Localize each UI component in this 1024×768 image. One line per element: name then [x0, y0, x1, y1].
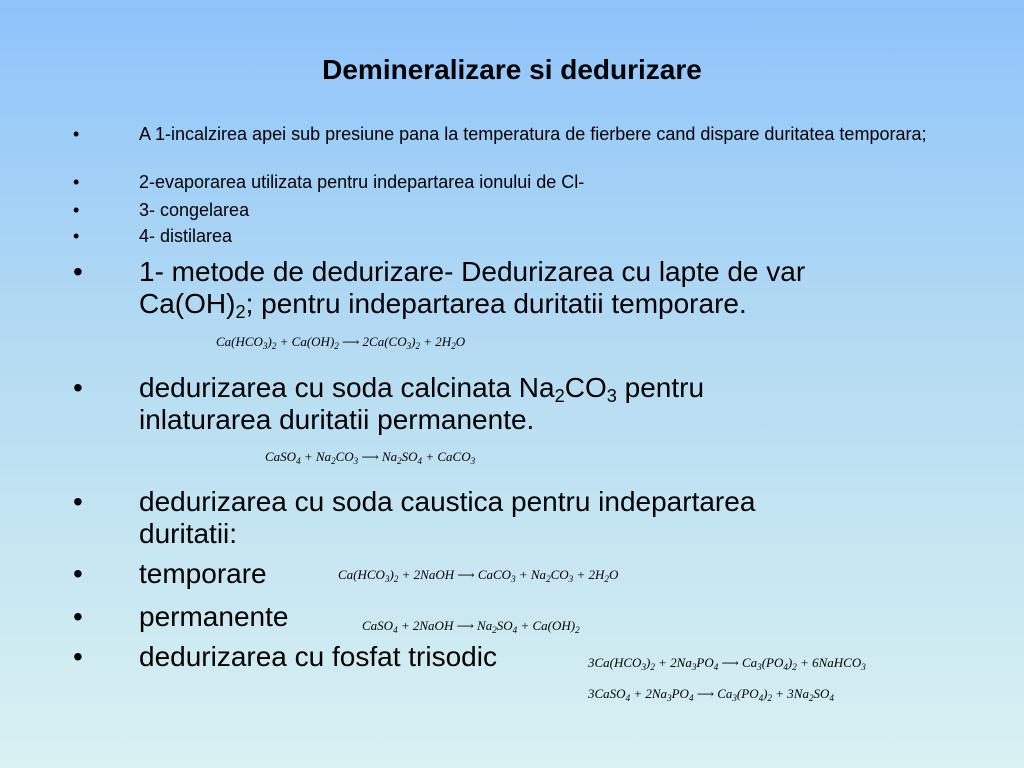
bullet-text: dedurizarea cu soda caustica pentru indepartarea	[139, 486, 756, 517]
bullet-icon: •	[73, 226, 80, 246]
bullet-icon: •	[73, 641, 83, 672]
slide-title: Demineralizare si dedurizare	[322, 54, 702, 85]
bullet-text: inlaturarea duritatii permanente.	[139, 404, 535, 435]
list-item	[73, 172, 939, 193]
list-item	[73, 124, 939, 145]
bullet-icon: •	[73, 200, 80, 220]
bullet-text: dedurizarea cu soda calcinata $Na_2CO_3$ pentru	[139, 372, 705, 407]
bullet-text: temporare	[139, 558, 267, 589]
bullet-text: $Ca(OH)_2$; pentru indepartarea duritatii temporare.	[139, 288, 747, 323]
bullet-text: permanente	[139, 601, 289, 632]
bullet-text: duritatii:	[139, 518, 238, 549]
bullet-text: 1- metode de dedurizare- Dedurizarea cu lapte de var	[139, 256, 806, 287]
bullet-icon: •	[73, 558, 83, 589]
list-item	[73, 256, 979, 323]
equation: $3Ca(HCO_3)_2 + 2Na_3PO_4$ ⟶ $Ca_3(PO_4)_2$ + 6NaHCO$_3$	[588, 655, 866, 673]
bullet-icon: •	[73, 172, 80, 192]
bullet-icon: •	[73, 256, 83, 287]
equation: 3CaSO$_4$ + $2Na_3PO_4$ ⟶ $Ca_3(PO_4)_2 + 3Na_2SO_4$	[588, 686, 834, 704]
equation: $Ca(HCO_3)_2 + Ca(OH)_2$ ⟶ $2Ca(CO_3)_2 + 2H_2O$	[216, 334, 466, 352]
bullet-text: 2-evaporarea utilizata pentru indepartarea ionului de Cl-	[139, 172, 585, 192]
bullet-icon: •	[73, 486, 83, 517]
equation: CaSO$_4$ + $Na_2CO_3$ ⟶ $Na_2SO_4$ + CaCO$_3$	[265, 449, 476, 467]
list-item	[73, 486, 979, 550]
list-item	[73, 200, 939, 221]
list-item	[73, 226, 939, 247]
bullet-icon: •	[73, 124, 80, 144]
equation: $Ca(HCO_3)_2$ + 2NaOH ⟶ CaCO$_3$ + $Na_2CO_3 + 2H_2O$	[338, 567, 619, 585]
bullet-text: A 1-incalzirea apei sub presiune pana la temperatura de fierbere cand dispare duritatea temporara;	[139, 124, 927, 144]
equation: CaSO$_4$ + 2NaOH ⟶ $Na_2SO_4 + Ca(OH)_2$	[362, 618, 580, 636]
list-item	[73, 372, 979, 436]
bullet-text: dedurizarea cu fosfat trisodic	[139, 641, 497, 672]
bullet-text: 4- distilarea	[139, 226, 233, 246]
bullet-icon: •	[73, 372, 83, 403]
bullet-text: 3- congelarea	[139, 200, 250, 220]
bullet-icon: •	[73, 601, 83, 632]
